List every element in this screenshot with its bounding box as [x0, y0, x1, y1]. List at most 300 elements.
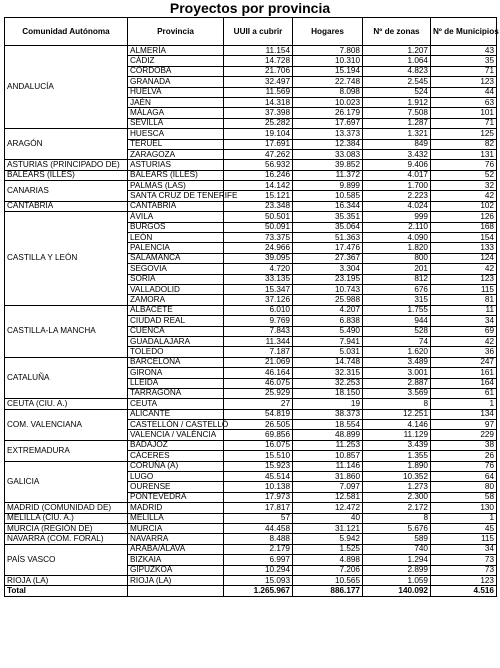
province-cell: SEGOVIA — [128, 264, 224, 274]
municipios-cell: 133 — [431, 243, 497, 253]
table-row — [5, 181, 497, 191]
hogares-cell: 7.808 — [293, 46, 363, 56]
zonas-cell: 812 — [363, 274, 431, 284]
province-cell: SORIA — [128, 274, 224, 284]
hogares-cell: 8.098 — [293, 87, 363, 97]
uuii-cell: 15.093 — [224, 575, 293, 585]
uuii-cell: 6.010 — [224, 305, 293, 315]
uuii-cell: 45.514 — [224, 472, 293, 482]
zonas-cell: 4.090 — [363, 233, 431, 243]
province-cell: CÓRDOBA — [128, 66, 224, 76]
municipios-cell: 168 — [431, 222, 497, 232]
hogares-cell: 14.748 — [293, 357, 363, 367]
zonas-cell: 1.287 — [363, 118, 431, 128]
zonas-cell: 2.545 — [363, 77, 431, 87]
uuii-cell: 7.843 — [224, 326, 293, 336]
community-cell: CEUTA (CIU. A.) — [5, 399, 128, 409]
table-row — [5, 129, 497, 139]
hogares-cell: 10.857 — [293, 451, 363, 461]
hogares-cell: 7.941 — [293, 336, 363, 346]
hogares-cell: 31.121 — [293, 523, 363, 533]
hogares-cell: 11.146 — [293, 461, 363, 471]
province-cell: CÁDIZ — [128, 56, 224, 66]
hogares-cell: 18.554 — [293, 420, 363, 430]
hogares-cell: 27.367 — [293, 253, 363, 263]
hogares-cell: 7.206 — [293, 565, 363, 575]
uuii-cell: 25.929 — [224, 388, 293, 398]
hogares-cell: 22.748 — [293, 77, 363, 87]
hogares-cell: 32.315 — [293, 368, 363, 378]
uuii-cell: 25.282 — [224, 118, 293, 128]
municipios-cell: 97 — [431, 420, 497, 430]
uuii-cell: 37.398 — [224, 108, 293, 118]
zonas-cell: 740 — [363, 544, 431, 554]
province-cell: ARABA/ÁLAVA — [128, 544, 224, 554]
community-cell: PAÍS VASCO — [5, 544, 128, 575]
zonas-cell: 1.064 — [363, 56, 431, 66]
hogares-cell: 18.150 — [293, 388, 363, 398]
community-cell: GALICIA — [5, 461, 128, 503]
province-cell: ZAMORA — [128, 295, 224, 305]
municipios-cell: 115 — [431, 284, 497, 294]
table-row — [5, 409, 497, 419]
municipios-cell: 44 — [431, 87, 497, 97]
hogares-cell: 12.384 — [293, 139, 363, 149]
province-cell: MADRID — [128, 503, 224, 513]
uuii-cell: 11.154 — [224, 46, 293, 56]
table-row — [5, 46, 497, 56]
province-cell: GRANADA — [128, 77, 224, 87]
community-cell: CATALUÑA — [5, 357, 128, 399]
zonas-cell: 11.129 — [363, 430, 431, 440]
uuii-cell: 16.075 — [224, 440, 293, 450]
community-cell: NAVARRA (COM. FORAL) — [5, 534, 128, 544]
zonas-cell: 1.700 — [363, 181, 431, 191]
hogares-cell: 10.585 — [293, 191, 363, 201]
hogares-cell: 35.064 — [293, 222, 363, 232]
zonas-cell: 8 — [363, 513, 431, 523]
table-row — [5, 305, 497, 315]
province-cell: ALBACETE — [128, 305, 224, 315]
province-cell: LUGO — [128, 472, 224, 482]
hogares-cell: 48.899 — [293, 430, 363, 440]
municipios-cell: 11 — [431, 305, 497, 315]
municipios-cell: 76 — [431, 461, 497, 471]
table-row — [5, 440, 497, 450]
zonas-cell: 10.352 — [363, 472, 431, 482]
hogares-cell: 9.899 — [293, 181, 363, 191]
uuii-cell: 57 — [224, 513, 293, 523]
zonas-cell: 5.676 — [363, 523, 431, 533]
municipios-cell: 42 — [431, 191, 497, 201]
header-uuii: UUII a cubrir — [224, 18, 293, 46]
hogares-cell: 6.838 — [293, 316, 363, 326]
hogares-cell: 17.476 — [293, 243, 363, 253]
hogares-cell: 26.179 — [293, 108, 363, 118]
municipios-cell: 34 — [431, 316, 497, 326]
hogares-cell: 10.565 — [293, 575, 363, 585]
municipios-cell: 26 — [431, 451, 497, 461]
province-cell: GIRONA — [128, 368, 224, 378]
uuii-cell: 11.569 — [224, 87, 293, 97]
projects-table — [4, 17, 497, 597]
zonas-cell: 1.890 — [363, 461, 431, 471]
zonas-cell: 4.146 — [363, 420, 431, 430]
uuii-cell: 14.142 — [224, 181, 293, 191]
zonas-cell: 1.755 — [363, 305, 431, 315]
municipios-cell: 130 — [431, 503, 497, 513]
province-cell: CORUÑA (A) — [128, 461, 224, 471]
zonas-cell: 12.251 — [363, 409, 431, 419]
total-hogares: 886.177 — [293, 586, 363, 596]
uuii-cell: 56.932 — [224, 160, 293, 170]
uuii-cell: 39.095 — [224, 253, 293, 263]
zonas-cell: 3.439 — [363, 440, 431, 450]
hogares-cell: 5.031 — [293, 347, 363, 357]
uuii-cell: 32.497 — [224, 77, 293, 87]
municipios-cell: 123 — [431, 575, 497, 585]
hogares-cell: 15.194 — [293, 66, 363, 76]
community-cell: CANTABRIA — [5, 201, 128, 211]
municipios-cell: 82 — [431, 139, 497, 149]
province-cell: CASTELLÓN / CASTELLÓ — [128, 420, 224, 430]
uuii-cell: 17.691 — [224, 139, 293, 149]
municipios-cell: 125 — [431, 129, 497, 139]
hogares-cell: 35.351 — [293, 212, 363, 222]
zonas-cell: 201 — [363, 264, 431, 274]
zonas-cell: 2.300 — [363, 492, 431, 502]
community-cell: ARAGÓN — [5, 129, 128, 160]
municipios-cell: 124 — [431, 253, 497, 263]
province-cell: ALICANTE — [128, 409, 224, 419]
table-row — [5, 212, 497, 222]
province-cell: GIPUZKOA — [128, 565, 224, 575]
municipios-cell: 229 — [431, 430, 497, 440]
hogares-cell: 3.304 — [293, 264, 363, 274]
municipios-cell: 126 — [431, 212, 497, 222]
table-body — [5, 46, 497, 597]
province-cell: ALMERÍA — [128, 46, 224, 56]
hogares-cell: 10.023 — [293, 97, 363, 107]
municipios-cell: 115 — [431, 534, 497, 544]
table-row — [5, 534, 497, 544]
header-provincia: Provincia — [128, 18, 224, 46]
table-row — [5, 575, 497, 585]
uuii-cell: 15.121 — [224, 191, 293, 201]
uuii-cell: 15.923 — [224, 461, 293, 471]
hogares-cell: 10.310 — [293, 56, 363, 66]
municipios-cell: 71 — [431, 118, 497, 128]
province-cell: MURCIA — [128, 523, 224, 533]
province-cell: BIZKAIA — [128, 555, 224, 565]
province-cell: CIUDAD REAL — [128, 316, 224, 326]
uuii-cell: 6.997 — [224, 555, 293, 565]
municipios-cell: 81 — [431, 295, 497, 305]
zonas-cell: 676 — [363, 284, 431, 294]
community-cell: COM. VALENCIANA — [5, 409, 128, 440]
hogares-cell: 32.253 — [293, 378, 363, 388]
province-cell: VALENCIA / VALÈNCIA — [128, 430, 224, 440]
zonas-cell: 849 — [363, 139, 431, 149]
province-cell: LLEIDA — [128, 378, 224, 388]
province-cell: SEVILLA — [128, 118, 224, 128]
hogares-cell: 4.207 — [293, 305, 363, 315]
zonas-cell: 315 — [363, 295, 431, 305]
zonas-cell: 4.017 — [363, 170, 431, 180]
municipios-cell: 42 — [431, 336, 497, 346]
total-label: Total — [5, 586, 128, 596]
municipios-cell: 161 — [431, 368, 497, 378]
municipios-cell: 76 — [431, 160, 497, 170]
municipios-cell: 38 — [431, 440, 497, 450]
hogares-cell: 11.372 — [293, 170, 363, 180]
province-cell: TOLEDO — [128, 347, 224, 357]
province-cell: SANTA CRUZ DE TENERIFE — [128, 191, 224, 201]
table-row — [5, 544, 497, 554]
province-cell: JAÉN — [128, 97, 224, 107]
hogares-cell: 39.852 — [293, 160, 363, 170]
province-cell: TERUEL — [128, 139, 224, 149]
zonas-cell: 7.508 — [363, 108, 431, 118]
uuii-cell: 69.856 — [224, 430, 293, 440]
zonas-cell: 2.172 — [363, 503, 431, 513]
municipios-cell: 73 — [431, 565, 497, 575]
zonas-cell: 2.223 — [363, 191, 431, 201]
zonas-cell: 589 — [363, 534, 431, 544]
zonas-cell: 800 — [363, 253, 431, 263]
uuii-cell: 7.187 — [224, 347, 293, 357]
table-header-row — [5, 18, 497, 46]
community-cell: MELILLA (CIU. A.) — [5, 513, 128, 523]
uuii-cell: 2.179 — [224, 544, 293, 554]
hogares-cell: 11.253 — [293, 440, 363, 450]
zonas-cell: 1.059 — [363, 575, 431, 585]
province-cell: LEÓN — [128, 233, 224, 243]
hogares-cell: 12.472 — [293, 503, 363, 513]
municipios-cell: 43 — [431, 46, 497, 56]
zonas-cell: 1.273 — [363, 482, 431, 492]
uuii-cell: 21.706 — [224, 66, 293, 76]
community-cell: EXTREMADURA — [5, 440, 128, 461]
province-cell: HUESCA — [128, 129, 224, 139]
uuii-cell: 9.769 — [224, 316, 293, 326]
zonas-cell: 8 — [363, 399, 431, 409]
total-uuii: 1.265.967 — [224, 586, 293, 596]
uuii-cell: 46.075 — [224, 378, 293, 388]
zonas-cell: 1.912 — [363, 97, 431, 107]
municipios-cell: 80 — [431, 482, 497, 492]
hogares-cell: 25.988 — [293, 295, 363, 305]
uuii-cell: 11.344 — [224, 336, 293, 346]
province-cell: BURGOS — [128, 222, 224, 232]
province-cell: CEUTA — [128, 399, 224, 409]
table-row — [5, 461, 497, 471]
municipios-cell: 69 — [431, 326, 497, 336]
zonas-cell: 2.899 — [363, 565, 431, 575]
table-row — [5, 170, 497, 180]
community-cell: ASTURIAS (PRINCIPADO DE) — [5, 160, 128, 170]
zonas-cell: 2.887 — [363, 378, 431, 388]
zonas-cell: 4.024 — [363, 201, 431, 211]
hogares-cell: 38.373 — [293, 409, 363, 419]
municipios-cell: 73 — [431, 555, 497, 565]
zonas-cell: 3.432 — [363, 149, 431, 159]
header-municipios: Nº de Municipios — [431, 18, 497, 46]
uuii-cell: 46.164 — [224, 368, 293, 378]
community-cell: MADRID (COMUNIDAD DE) — [5, 503, 128, 513]
municipios-cell: 42 — [431, 264, 497, 274]
uuii-cell: 54.819 — [224, 409, 293, 419]
hogares-cell: 23.195 — [293, 274, 363, 284]
province-cell: PONTEVEDRA — [128, 492, 224, 502]
zonas-cell: 2.110 — [363, 222, 431, 232]
uuii-cell: 47.262 — [224, 149, 293, 159]
table-row — [5, 503, 497, 513]
uuii-cell: 73.375 — [224, 233, 293, 243]
municipios-cell: 52 — [431, 170, 497, 180]
uuii-cell: 44.458 — [224, 523, 293, 533]
province-cell: ZARAGOZA — [128, 149, 224, 159]
zonas-cell: 1.355 — [363, 451, 431, 461]
header-hogares: Hogares — [293, 18, 363, 46]
municipios-cell: 63 — [431, 97, 497, 107]
province-cell: TARRAGONA — [128, 388, 224, 398]
uuii-cell: 33.135 — [224, 274, 293, 284]
province-cell: CUENCA — [128, 326, 224, 336]
municipios-cell: 123 — [431, 77, 497, 87]
zonas-cell: 944 — [363, 316, 431, 326]
table-row — [5, 201, 497, 211]
province-cell: CANTABRIA — [128, 201, 224, 211]
province-cell: NAVARRA — [128, 534, 224, 544]
total-municipios: 4.516 — [431, 586, 497, 596]
community-cell: ANDALUCÍA — [5, 46, 128, 129]
community-cell: CANARIAS — [5, 181, 128, 202]
community-cell: MURCIA (REGIÓN DE) — [5, 523, 128, 533]
uuii-cell: 15.347 — [224, 284, 293, 294]
hogares-cell: 40 — [293, 513, 363, 523]
municipios-cell: 36 — [431, 347, 497, 357]
municipios-cell: 61 — [431, 388, 497, 398]
province-cell: PALMAS (LAS) — [128, 181, 224, 191]
zonas-cell: 1.294 — [363, 555, 431, 565]
zonas-cell: 3.001 — [363, 368, 431, 378]
hogares-cell: 1.525 — [293, 544, 363, 554]
province-cell: CÁCERES — [128, 451, 224, 461]
zonas-cell: 4.823 — [363, 66, 431, 76]
hogares-cell: 12.581 — [293, 492, 363, 502]
province-cell: PALENCIA — [128, 243, 224, 253]
province-cell: BARCELONA — [128, 357, 224, 367]
municipios-cell: 34 — [431, 544, 497, 554]
municipios-cell: 134 — [431, 409, 497, 419]
province-cell: RIOJA (LA) — [128, 575, 224, 585]
uuii-cell: 27 — [224, 399, 293, 409]
province-cell: BALEARS (ILLES) — [128, 170, 224, 180]
province-cell: ASTURIAS — [128, 160, 224, 170]
zonas-cell: 3.569 — [363, 388, 431, 398]
municipios-cell: 102 — [431, 201, 497, 211]
uuii-cell: 14.318 — [224, 97, 293, 107]
table-row — [5, 357, 497, 367]
uuii-cell: 50.091 — [224, 222, 293, 232]
zonas-cell: 999 — [363, 212, 431, 222]
hogares-cell: 5.942 — [293, 534, 363, 544]
municipios-cell: 35 — [431, 56, 497, 66]
community-cell: RIOJA (LA) — [5, 575, 128, 585]
uuii-cell: 21.069 — [224, 357, 293, 367]
province-cell: MÁLAGA — [128, 108, 224, 118]
uuii-cell: 23.348 — [224, 201, 293, 211]
municipios-cell: 1 — [431, 513, 497, 523]
uuii-cell: 4.720 — [224, 264, 293, 274]
community-cell: BALEARS (ILLES) — [5, 170, 128, 180]
hogares-cell: 17.697 — [293, 118, 363, 128]
municipios-cell: 1 — [431, 399, 497, 409]
header-comunidad: Comunidad Autónoma — [5, 18, 128, 46]
municipios-cell: 131 — [431, 149, 497, 159]
zonas-cell: 3.489 — [363, 357, 431, 367]
zonas-cell: 528 — [363, 326, 431, 336]
hogares-cell: 31.860 — [293, 472, 363, 482]
zonas-cell: 524 — [363, 87, 431, 97]
table-row — [5, 523, 497, 533]
community-cell: CASTILLA Y LEÓN — [5, 212, 128, 306]
header-zonas: Nº de zonas — [363, 18, 431, 46]
uuii-cell: 8.488 — [224, 534, 293, 544]
uuii-cell: 26.505 — [224, 420, 293, 430]
uuii-cell: 24.966 — [224, 243, 293, 253]
hogares-cell: 16.344 — [293, 201, 363, 211]
municipios-cell: 154 — [431, 233, 497, 243]
uuii-cell: 19.104 — [224, 129, 293, 139]
municipios-cell: 45 — [431, 523, 497, 533]
total-row — [5, 586, 497, 596]
uuii-cell: 15.510 — [224, 451, 293, 461]
municipios-cell: 164 — [431, 378, 497, 388]
municipios-cell: 71 — [431, 66, 497, 76]
table-row — [5, 399, 497, 409]
total-empty — [128, 586, 224, 596]
zonas-cell: 9.406 — [363, 160, 431, 170]
hogares-cell: 33.083 — [293, 149, 363, 159]
hogares-cell: 51.363 — [293, 233, 363, 243]
uuii-cell: 17.973 — [224, 492, 293, 502]
province-cell: VALLADOLID — [128, 284, 224, 294]
uuii-cell: 50.501 — [224, 212, 293, 222]
province-cell: SALAMANCA — [128, 253, 224, 263]
uuii-cell: 17.817 — [224, 503, 293, 513]
table-row — [5, 160, 497, 170]
province-cell: GUADALAJARA — [128, 336, 224, 346]
municipios-cell: 58 — [431, 492, 497, 502]
municipios-cell: 123 — [431, 274, 497, 284]
hogares-cell: 5.490 — [293, 326, 363, 336]
hogares-cell: 13.373 — [293, 129, 363, 139]
uuii-cell: 10.294 — [224, 565, 293, 575]
uuii-cell: 37.126 — [224, 295, 293, 305]
province-cell: MELILLA — [128, 513, 224, 523]
zonas-cell: 1.321 — [363, 129, 431, 139]
uuii-cell: 14.728 — [224, 56, 293, 66]
total-zonas: 140.092 — [363, 586, 431, 596]
table-row — [5, 513, 497, 523]
page-title: Proyectos por provincia — [169, 0, 331, 16]
province-cell: BADAJOZ — [128, 440, 224, 450]
municipios-cell: 64 — [431, 472, 497, 482]
province-cell: HUELVA — [128, 87, 224, 97]
uuii-cell: 10.138 — [224, 482, 293, 492]
